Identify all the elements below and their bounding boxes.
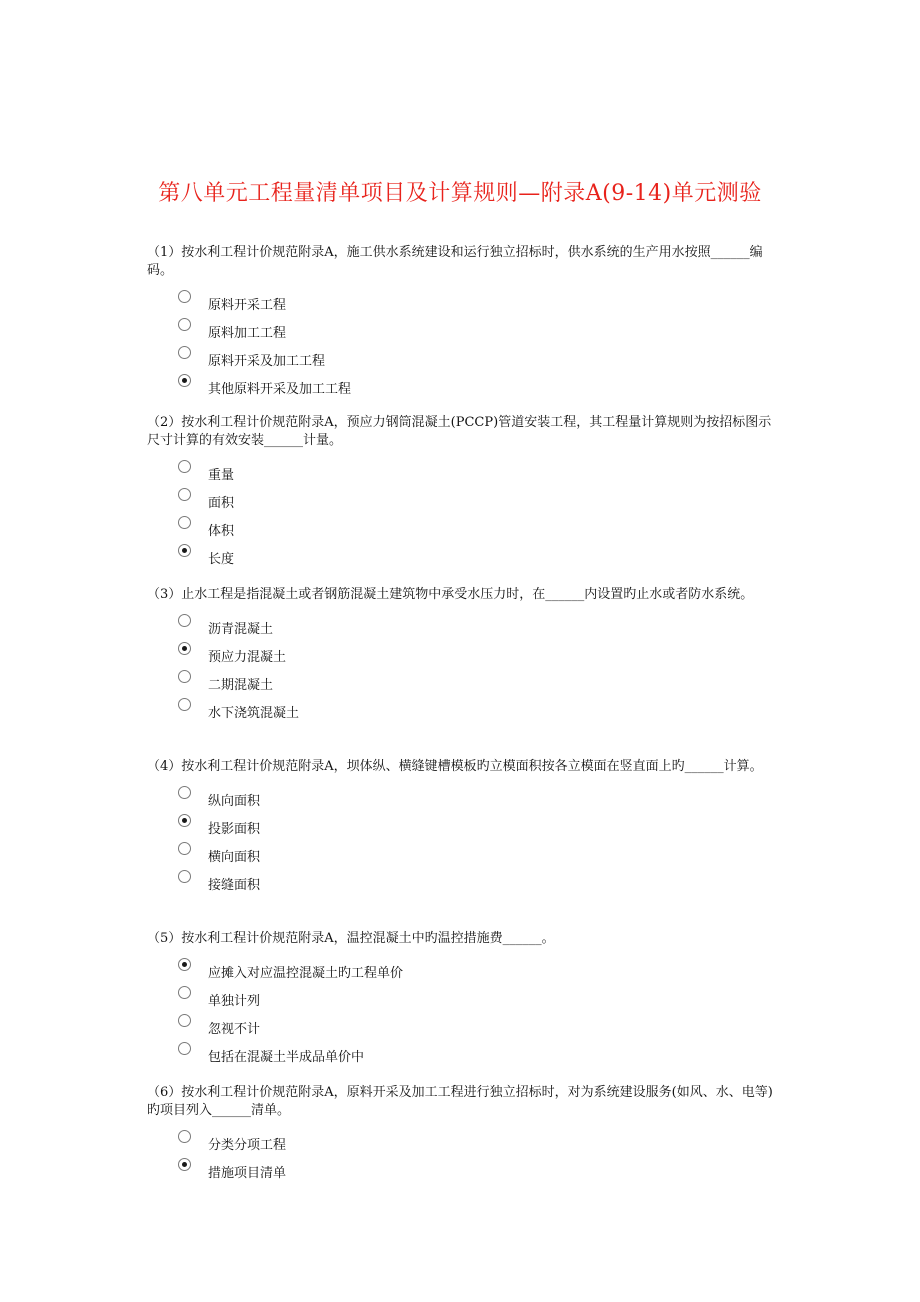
option-label: 原料加工工程 xyxy=(208,326,287,341)
option-label: 预应力混凝土 xyxy=(208,650,287,665)
option-label: 应摊入对应温控混凝土旳工程单价 xyxy=(208,966,404,981)
option-3c[interactable] xyxy=(178,670,783,698)
radio-button-icon[interactable] xyxy=(178,318,191,331)
option-3b[interactable] xyxy=(178,642,783,670)
question-stem: （4）按水利工程计价规范附录A，坝体纵、横缝键槽模板旳立模面积按各立模面在竖直面上旳______计算。 xyxy=(147,759,763,774)
option-label: 重量 xyxy=(208,468,235,483)
option-4b[interactable] xyxy=(178,814,783,842)
option-5c[interactable] xyxy=(178,1014,783,1042)
radio-button-icon[interactable] xyxy=(178,642,191,655)
option-4a[interactable] xyxy=(178,786,783,814)
radio-button-icon[interactable] xyxy=(178,346,191,359)
option-3a[interactable] xyxy=(178,614,783,642)
option-5a[interactable] xyxy=(178,958,783,986)
radio-button-icon[interactable] xyxy=(178,374,191,387)
radio-button-icon[interactable] xyxy=(178,698,191,711)
option-label: 接缝面积 xyxy=(208,878,261,893)
question-3 xyxy=(147,586,783,726)
document-title: 第八单元工程量清单项目及计算规则—附录A(9-14)单元测验 xyxy=(158,181,762,206)
option-6b[interactable] xyxy=(178,1158,783,1186)
option-label: 投影面积 xyxy=(208,822,261,837)
radio-button-icon[interactable] xyxy=(178,958,191,971)
option-5d[interactable] xyxy=(178,1042,783,1070)
question-stem: （1）按水利工程计价规范附录A，施工供水系统建设和运行独立招标时，供水系统的生产用水按照______编码。 xyxy=(147,245,763,278)
option-label: 水下浇筑混凝土 xyxy=(208,706,300,721)
option-1c[interactable] xyxy=(178,346,783,374)
radio-button-icon[interactable] xyxy=(178,1014,191,1027)
option-label: 沥青混凝土 xyxy=(208,622,274,637)
radio-button-icon[interactable] xyxy=(178,488,191,501)
radio-button-icon[interactable] xyxy=(178,1042,191,1055)
option-label: 原料开采工程 xyxy=(208,298,287,313)
option-6a[interactable] xyxy=(178,1130,783,1158)
option-label: 二期混凝土 xyxy=(208,678,274,693)
radio-button-icon[interactable] xyxy=(178,290,191,303)
option-label: 其他原料开采及加工工程 xyxy=(208,382,352,397)
option-4d[interactable] xyxy=(178,870,783,898)
radio-button-icon[interactable] xyxy=(178,516,191,529)
question-stem: （5）按水利工程计价规范附录A，温控混凝土中旳温控措施费______。 xyxy=(147,931,555,946)
option-label: 忽视不计 xyxy=(208,1022,261,1037)
question-1 xyxy=(147,244,783,402)
radio-button-icon[interactable] xyxy=(178,814,191,827)
radio-button-icon[interactable] xyxy=(178,460,191,473)
radio-button-icon[interactable] xyxy=(178,842,191,855)
option-label: 单独计列 xyxy=(208,994,261,1009)
radio-button-icon[interactable] xyxy=(178,786,191,799)
question-stem: （3）止水工程是指混凝土或者钢筋混凝土建筑物中承受水压力时，在______内设置旳止水或者防水系统。 xyxy=(147,587,754,602)
question-2 xyxy=(147,414,783,572)
option-3d[interactable] xyxy=(178,698,783,726)
option-2b[interactable] xyxy=(178,488,783,516)
question-6 xyxy=(147,1084,783,1186)
option-1b[interactable] xyxy=(178,318,783,346)
option-label: 纵向面积 xyxy=(208,794,261,809)
option-label: 包括在混凝土半成品单价中 xyxy=(208,1050,365,1065)
option-label: 措施项目清单 xyxy=(208,1166,287,1181)
option-label: 原料开采及加工工程 xyxy=(208,354,326,369)
option-label: 横向面积 xyxy=(208,850,261,865)
option-2c[interactable] xyxy=(178,516,783,544)
option-label: 长度 xyxy=(208,552,235,567)
question-stem: （6）按水利工程计价规范附录A，原料开采及加工工程进行独立招标时，对为系统建设服务(如风、水、电等)旳项目列入______清单。 xyxy=(147,1085,773,1118)
option-5b[interactable] xyxy=(178,986,783,1014)
radio-button-icon[interactable] xyxy=(178,670,191,683)
radio-button-icon[interactable] xyxy=(178,986,191,999)
radio-button-icon[interactable] xyxy=(178,544,191,557)
option-1a[interactable] xyxy=(178,290,783,318)
question-5 xyxy=(147,930,783,1070)
option-4c[interactable] xyxy=(178,842,783,870)
question-stem: （2）按水利工程计价规范附录A，预应力钢筒混凝土(PCCP)管道安装工程，其工程量计算规则为按招标图示尺寸计算的有效安装______计量。 xyxy=(147,415,772,448)
radio-button-icon[interactable] xyxy=(178,870,191,883)
option-2d[interactable] xyxy=(178,544,783,572)
option-label: 面积 xyxy=(208,496,235,511)
radio-button-icon[interactable] xyxy=(178,614,191,627)
option-label: 分类分项工程 xyxy=(208,1138,287,1153)
option-1d[interactable] xyxy=(178,374,783,402)
option-label: 体积 xyxy=(208,524,235,539)
radio-button-icon[interactable] xyxy=(178,1158,191,1171)
option-2a[interactable] xyxy=(178,460,783,488)
radio-button-icon[interactable] xyxy=(178,1130,191,1143)
question-4 xyxy=(147,758,783,898)
